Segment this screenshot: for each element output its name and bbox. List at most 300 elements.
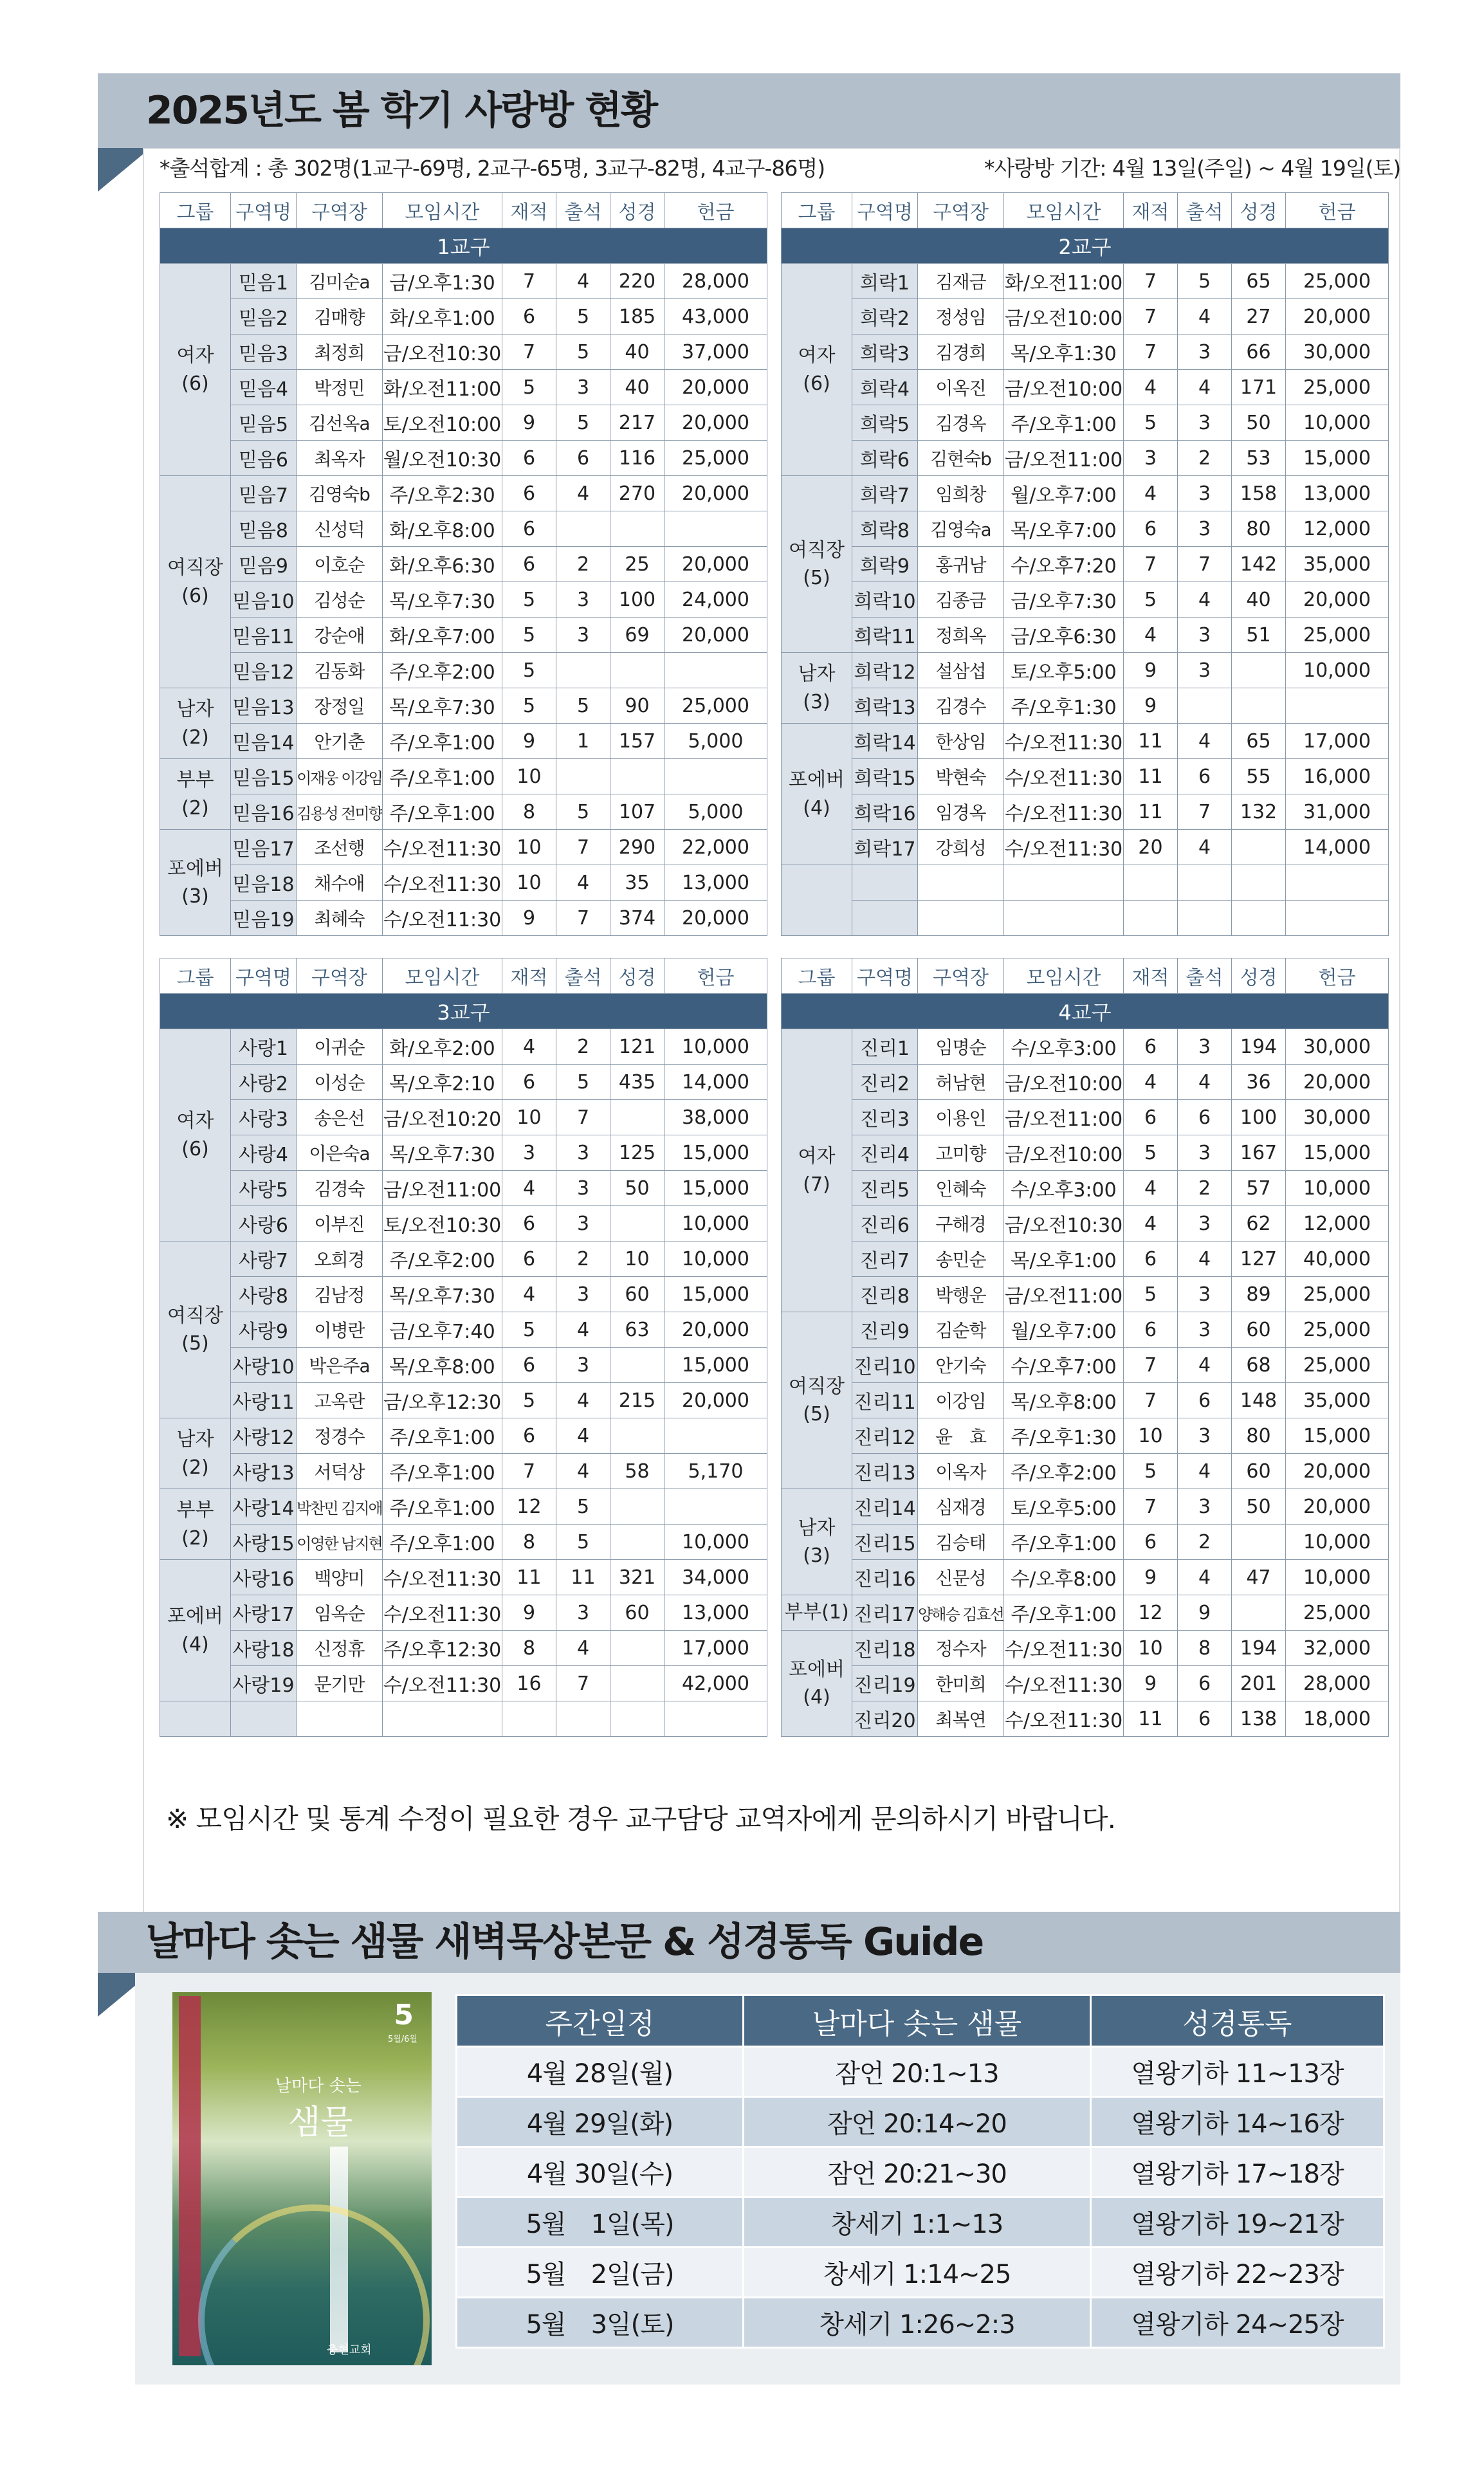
title-bar (98, 73, 1400, 148)
leader-name: 문기만 (297, 1666, 383, 1701)
column-header: 성경 (610, 958, 664, 994)
zone-name: 진리13 (852, 1454, 918, 1489)
enrolled-count: 8 (502, 794, 556, 830)
offering: 10,000 (664, 1241, 767, 1277)
zone-name: 희락8 (852, 511, 918, 547)
leader-name: 신정휴 (297, 1631, 383, 1666)
cover-publisher: 충현교회 (327, 2343, 372, 2357)
enrolled-count: 10 (1124, 1418, 1178, 1454)
meeting-time: 화/오후8:00 (383, 511, 502, 547)
leader-name: 설삼섭 (918, 653, 1004, 688)
leader-name: 김순학 (918, 1312, 1004, 1348)
table-row (160, 511, 767, 547)
meeting-time: 주/오후1:00 (383, 1418, 502, 1454)
offering: 24,000 (664, 582, 767, 618)
cover-title: 샘물 (288, 2103, 353, 2142)
group-cell: 포에버 (3) (160, 830, 231, 936)
offering: 5,170 (664, 1454, 767, 1489)
attendance-count: 2 (1178, 1525, 1232, 1560)
district-1-table (160, 192, 767, 936)
attendance-count: 3 (1178, 653, 1232, 688)
enrolled-count: 10 (1124, 1631, 1178, 1666)
enrolled-count: 7 (1124, 547, 1178, 582)
leader-name: 김동화 (297, 653, 383, 688)
attendance-count: 8 (1178, 1631, 1232, 1666)
attendance-count: 6 (1178, 1701, 1232, 1737)
offering: 35,000 (1286, 1383, 1389, 1418)
table-row (782, 653, 1389, 688)
zone-name: 희락11 (852, 618, 918, 653)
period-note: *사랑방 기간: 4월 13일(주일) ~ 4월 19일(토) (984, 156, 1401, 181)
enrolled-count: 5 (1124, 1454, 1178, 1489)
bible-reading (610, 1489, 664, 1525)
guide-column-header: 주간일정 (457, 1995, 744, 2047)
bible-reading: 167 (1232, 1135, 1286, 1171)
offering: 20,000 (664, 901, 767, 936)
attendance-count (556, 1701, 610, 1737)
meeting-time: 수/오전11:30 (383, 901, 502, 936)
zone-name: 진리11 (852, 1383, 918, 1418)
leader-name: 신문성 (918, 1560, 1004, 1595)
guide-row (457, 2147, 1384, 2197)
column-header: 그룹 (160, 958, 231, 994)
enrolled-count: 3 (502, 1135, 556, 1171)
attendance-count: 4 (1178, 582, 1232, 618)
meeting-time: 화/오후2:00 (383, 1029, 502, 1065)
group-cell: 부부 (2) (160, 1489, 231, 1560)
group-cell: 여자 (6) (782, 264, 852, 476)
meeting-time: 목/오후7:30 (383, 582, 502, 618)
meeting-time: 금/오전10:00 (1004, 299, 1124, 334)
bible-reading: 10 (610, 1241, 664, 1277)
bible-reading: 36 (1232, 1065, 1286, 1100)
attendance-count: 2 (1178, 441, 1232, 476)
offering (1286, 688, 1389, 724)
enrolled-count: 16 (502, 1666, 556, 1701)
attendance-count: 3 (1178, 1312, 1232, 1348)
zone-name: 사랑18 (231, 1631, 297, 1666)
attendance-count: 7 (1178, 794, 1232, 830)
zone-name: 사랑4 (231, 1135, 297, 1171)
zone-name: 희락16 (852, 794, 918, 830)
meeting-time: 수/오전11:30 (1004, 830, 1124, 865)
attendance-count: 6 (1178, 1100, 1232, 1135)
bible-reading: 215 (610, 1383, 664, 1418)
zone-name: 진리4 (852, 1135, 918, 1171)
bible-reading (610, 1418, 664, 1454)
group-cell: 남자 (3) (782, 1489, 852, 1595)
meeting-time: 금/오전10:30 (383, 334, 502, 370)
enrolled-count: 4 (502, 1277, 556, 1312)
enrolled-count: 7 (1124, 334, 1178, 370)
table-row (160, 1525, 767, 1560)
meeting-time: 월/오전10:30 (383, 441, 502, 476)
zone-name: 진리5 (852, 1171, 918, 1206)
table-row (160, 794, 767, 830)
attendance-count: 3 (1178, 476, 1232, 511)
enrolled-count: 7 (502, 264, 556, 299)
column-header: 출석 (556, 193, 610, 228)
offering: 30,000 (1286, 1029, 1389, 1065)
meeting-time: 수/오전11:30 (383, 1560, 502, 1595)
meeting-time: 목/오후8:00 (383, 1348, 502, 1383)
schedule-date: 4월 28일(월) (457, 2047, 744, 2097)
offering: 38,000 (664, 1100, 767, 1135)
bible-reading: 55 (1232, 759, 1286, 794)
attendance-count: 3 (556, 1595, 610, 1631)
enrolled-count: 11 (1124, 759, 1178, 794)
attendance-count: 3 (1178, 1029, 1232, 1065)
table-row (160, 264, 767, 299)
column-header: 출석 (556, 958, 610, 994)
meeting-time: 수/오후3:00 (1004, 1029, 1124, 1065)
bible-reading-plan: 열왕기하 14~16장 (1091, 2097, 1384, 2147)
offering: 25,000 (1286, 618, 1389, 653)
zone-name: 믿음12 (231, 653, 297, 688)
bible-reading (1232, 1595, 1286, 1631)
zone-name: 진리3 (852, 1100, 918, 1135)
attendance-count: 7 (556, 901, 610, 936)
column-header: 헌금 (1286, 193, 1389, 228)
table-row (160, 1241, 767, 1277)
table-row (782, 1348, 1389, 1383)
leader-name (918, 865, 1004, 901)
table-row (160, 1171, 767, 1206)
zone-name: 진리2 (852, 1065, 918, 1100)
table-row (160, 1348, 767, 1383)
table-row (160, 1666, 767, 1701)
leader-name: 박은주a (297, 1348, 383, 1383)
enrolled-count: 8 (502, 1631, 556, 1666)
guide-row (457, 2197, 1384, 2248)
bible-reading: 62 (1232, 1206, 1286, 1241)
zone-name: 희락1 (852, 264, 918, 299)
zone-name: 믿음4 (231, 370, 297, 405)
bible-reading: 116 (610, 441, 664, 476)
header-row (782, 958, 1389, 994)
table-row (782, 724, 1389, 759)
zone-name: 희락15 (852, 759, 918, 794)
offering: 20,000 (664, 618, 767, 653)
meeting-time: 금/오전11:00 (1004, 441, 1124, 476)
meeting-time: 금/오전10:20 (383, 1100, 502, 1135)
attendance-count: 5 (556, 1065, 610, 1100)
table-row (782, 1489, 1389, 1525)
attendance-count: 3 (556, 370, 610, 405)
meeting-time: 화/오후6:30 (383, 547, 502, 582)
enrolled-count: 10 (502, 830, 556, 865)
offering: 10,000 (1286, 1171, 1389, 1206)
enrolled-count: 6 (1124, 1241, 1178, 1277)
header-row (160, 193, 767, 228)
bible-reading: 58 (610, 1454, 664, 1489)
column-header: 모임시간 (1004, 193, 1124, 228)
meeting-time: 주/오후12:30 (383, 1631, 502, 1666)
zone-name: 희락7 (852, 476, 918, 511)
column-header: 헌금 (664, 958, 767, 994)
attendance-count: 3 (1178, 1489, 1232, 1525)
bible-reading: 121 (610, 1029, 664, 1065)
meeting-time: 금/오후6:30 (1004, 618, 1124, 653)
zone-name: 사랑17 (231, 1595, 297, 1631)
enrolled-count: 8 (502, 1525, 556, 1560)
offering: 25,000 (1286, 1595, 1389, 1631)
attendance-count: 4 (1178, 1241, 1232, 1277)
zone-name: 희락17 (852, 830, 918, 865)
zone-name (852, 901, 918, 936)
offering: 37,000 (664, 334, 767, 370)
meeting-time (383, 1701, 502, 1737)
table-row (160, 476, 767, 511)
group-cell: 포에버 (4) (160, 1560, 231, 1701)
meeting-time: 토/오후5:00 (1004, 1489, 1124, 1525)
table-row (160, 370, 767, 405)
attendance-count: 7 (556, 1100, 610, 1135)
meeting-time: 목/오후7:30 (383, 688, 502, 724)
enrolled-count: 6 (502, 511, 556, 547)
table-row (160, 1595, 767, 1631)
meeting-time: 토/오전10:30 (383, 1206, 502, 1241)
enrolled-count: 9 (1124, 1666, 1178, 1701)
column-header: 모임시간 (1004, 958, 1124, 994)
column-header: 재적 (502, 958, 556, 994)
column-header: 성경 (1232, 958, 1286, 994)
meeting-time: 금/오후1:30 (383, 264, 502, 299)
offering: 13,000 (664, 1595, 767, 1631)
rainbow-illustration (198, 2204, 430, 2365)
bible-reading (610, 1666, 664, 1701)
zone-name: 사랑13 (231, 1454, 297, 1489)
leader-name: 박현숙 (918, 759, 1004, 794)
bible-reading: 148 (1232, 1383, 1286, 1418)
leader-name: 김현숙b (918, 441, 1004, 476)
devotional-passage: 잠언 20:21~30 (744, 2147, 1091, 2197)
offering: 28,000 (1286, 1666, 1389, 1701)
attendance-count: 4 (1178, 1348, 1232, 1383)
bible-reading: 63 (610, 1312, 664, 1348)
meeting-time: 목/오후1:00 (1004, 1241, 1124, 1277)
enrolled-count: 4 (1124, 476, 1178, 511)
leader-name: 김재금 (918, 264, 1004, 299)
column-header: 구역장 (918, 193, 1004, 228)
bible-reading: 47 (1232, 1560, 1286, 1595)
attendance-count: 7 (1178, 547, 1232, 582)
offering: 25,000 (1286, 370, 1389, 405)
table-row (782, 547, 1389, 582)
enrolled-count: 11 (1124, 724, 1178, 759)
bible-reading: 125 (610, 1135, 664, 1171)
group-cell: 여자 (7) (782, 1029, 852, 1312)
attendance-count: 4 (1178, 370, 1232, 405)
meeting-time: 주/오후1:00 (1004, 1595, 1124, 1631)
enrolled-count: 6 (502, 476, 556, 511)
leader-name: 고미향 (918, 1135, 1004, 1171)
meeting-time: 수/오전11:30 (1004, 1666, 1124, 1701)
bible-reading: 127 (1232, 1241, 1286, 1277)
table-row (782, 1277, 1389, 1312)
bible-reading: 321 (610, 1560, 664, 1595)
bible-reading: 80 (1232, 1418, 1286, 1454)
leader-name: 신성덕 (297, 511, 383, 547)
bible-reading (610, 653, 664, 688)
attendance-count: 2 (556, 1029, 610, 1065)
bible-reading: 27 (1232, 299, 1286, 334)
schedule-date: 5월 2일(금) (457, 2248, 744, 2298)
zone-name: 진리9 (852, 1312, 918, 1348)
table-row (782, 1454, 1389, 1489)
meeting-time: 금/오전10:00 (1004, 370, 1124, 405)
column-header: 구역명 (231, 193, 297, 228)
district-4-table (781, 958, 1389, 1737)
leader-name: 김종금 (918, 582, 1004, 618)
table-row (782, 865, 1389, 901)
leader-name: 박정민 (297, 370, 383, 405)
leader-name: 송은선 (297, 1100, 383, 1135)
bible-reading (610, 1100, 664, 1135)
offering: 28,000 (664, 264, 767, 299)
attendance-count: 5 (556, 299, 610, 334)
leader-name: 김경수 (918, 688, 1004, 724)
cover-issue-sub: 5월/6월 (387, 2035, 417, 2044)
enrolled-count: 5 (502, 653, 556, 688)
enrolled-count: 12 (1124, 1595, 1178, 1631)
meeting-time: 금/오후7:40 (383, 1312, 502, 1348)
bible-reading: 89 (1232, 1277, 1286, 1312)
zone-name: 희락12 (852, 653, 918, 688)
attendance-count: 5 (556, 334, 610, 370)
enrolled-count: 7 (1124, 264, 1178, 299)
bible-reading: 132 (1232, 794, 1286, 830)
enrolled-count: 9 (1124, 688, 1178, 724)
zone-name: 사랑16 (231, 1560, 297, 1595)
schedule-date: 5월 3일(토) (457, 2298, 744, 2348)
bible-reading: 158 (1232, 476, 1286, 511)
attendance-count: 4 (556, 476, 610, 511)
attendance-count (556, 511, 610, 547)
bible-reading (610, 759, 664, 794)
leader-name: 정성임 (918, 299, 1004, 334)
leader-name: 장정일 (297, 688, 383, 724)
table-row (782, 370, 1389, 405)
table-row (782, 1418, 1389, 1454)
offering: 20,000 (1286, 1489, 1389, 1525)
meeting-time: 주/오후1:00 (383, 724, 502, 759)
group-cell: 여직장 (5) (782, 1312, 852, 1489)
attendance-count: 3 (1178, 1135, 1232, 1171)
offering: 25,000 (1286, 1312, 1389, 1348)
zone-name: 믿음5 (231, 405, 297, 441)
enrolled-count: 20 (1124, 830, 1178, 865)
table-row (160, 1100, 767, 1135)
table-row (782, 1701, 1389, 1737)
zone-name: 진리18 (852, 1631, 918, 1666)
devotional-passage: 창세기 1:1~13 (744, 2197, 1091, 2248)
zone-name: 믿음6 (231, 441, 297, 476)
table-row (782, 299, 1389, 334)
bible-reading: 217 (610, 405, 664, 441)
meeting-time: 주/오후1:30 (1004, 1418, 1124, 1454)
attendance-count: 4 (1178, 1454, 1232, 1489)
table-row (782, 1631, 1389, 1666)
cover-issue-number: 5 (394, 1999, 414, 2031)
zone-name: 진리14 (852, 1489, 918, 1525)
offering (664, 653, 767, 688)
attendance-count: 5 (556, 794, 610, 830)
bible-reading: 138 (1232, 1701, 1286, 1737)
zone-name: 희락3 (852, 334, 918, 370)
enrolled-count: 6 (502, 441, 556, 476)
schedule-date: 5월 1일(목) (457, 2197, 744, 2248)
bible-reading: 40 (610, 370, 664, 405)
meeting-time: 화/오전11:00 (1004, 264, 1124, 299)
offering: 35,000 (1286, 547, 1389, 582)
meeting-time: 월/오후7:00 (1004, 1312, 1124, 1348)
table-row (782, 476, 1389, 511)
schedule-date: 4월 30일(수) (457, 2147, 744, 2197)
attendance-count: 4 (556, 1631, 610, 1666)
attendance-count: 3 (556, 582, 610, 618)
table-row (160, 582, 767, 618)
enrolled-count: 5 (1124, 582, 1178, 618)
table-row (782, 1241, 1389, 1277)
attendance-count (556, 759, 610, 794)
enrolled-count: 6 (502, 1418, 556, 1454)
table-row (160, 724, 767, 759)
attendance-summary: *출석합계 : 총 302명(1교구-69명, 2교구-65명, 3교구-82명, 4교구-86명) (160, 156, 825, 181)
enrolled-count: 11 (1124, 794, 1178, 830)
leader-name: 구해경 (918, 1206, 1004, 1241)
offering: 20,000 (664, 1312, 767, 1348)
table-row (782, 830, 1389, 865)
table-row (782, 1100, 1389, 1135)
enrolled-count: 7 (1124, 1348, 1178, 1383)
enrolled-count (502, 1701, 556, 1737)
zone-name: 희락10 (852, 582, 918, 618)
leader-name: 심재경 (918, 1489, 1004, 1525)
column-header: 재적 (1124, 958, 1178, 994)
column-header: 출석 (1178, 193, 1232, 228)
meeting-time: 주/오후1:00 (1004, 405, 1124, 441)
attendance-count: 6 (1178, 759, 1232, 794)
bible-reading (1232, 865, 1286, 901)
meeting-time: 금/오전10:00 (1004, 1135, 1124, 1171)
enrolled-count: 6 (1124, 511, 1178, 547)
offering: 43,000 (664, 299, 767, 334)
bible-reading-plan: 열왕기하 24~25장 (1091, 2298, 1384, 2348)
bible-reading: 40 (1232, 582, 1286, 618)
column-header: 헌금 (1286, 958, 1389, 994)
table-row (782, 901, 1389, 936)
leader-name: 강순애 (297, 618, 383, 653)
table-row (782, 1666, 1389, 1701)
enrolled-count: 6 (1124, 1312, 1178, 1348)
bible-reading: 50 (1232, 405, 1286, 441)
offering: 34,000 (664, 1560, 767, 1595)
enrolled-count: 6 (1124, 1525, 1178, 1560)
attendance-count: 4 (556, 1454, 610, 1489)
offering: 25,000 (1286, 1277, 1389, 1312)
column-header: 구역장 (918, 958, 1004, 994)
leader-name: 김경숙 (297, 1171, 383, 1206)
bible-reading: 157 (610, 724, 664, 759)
bible-reading: 374 (610, 901, 664, 936)
meeting-time: 금/오후7:30 (1004, 582, 1124, 618)
enrolled-count: 5 (1124, 1135, 1178, 1171)
group-cell: 여자 (6) (160, 264, 231, 476)
bible-reading: 40 (610, 334, 664, 370)
bible-reading: 51 (1232, 618, 1286, 653)
group-cell: 포에버 (4) (782, 724, 852, 865)
